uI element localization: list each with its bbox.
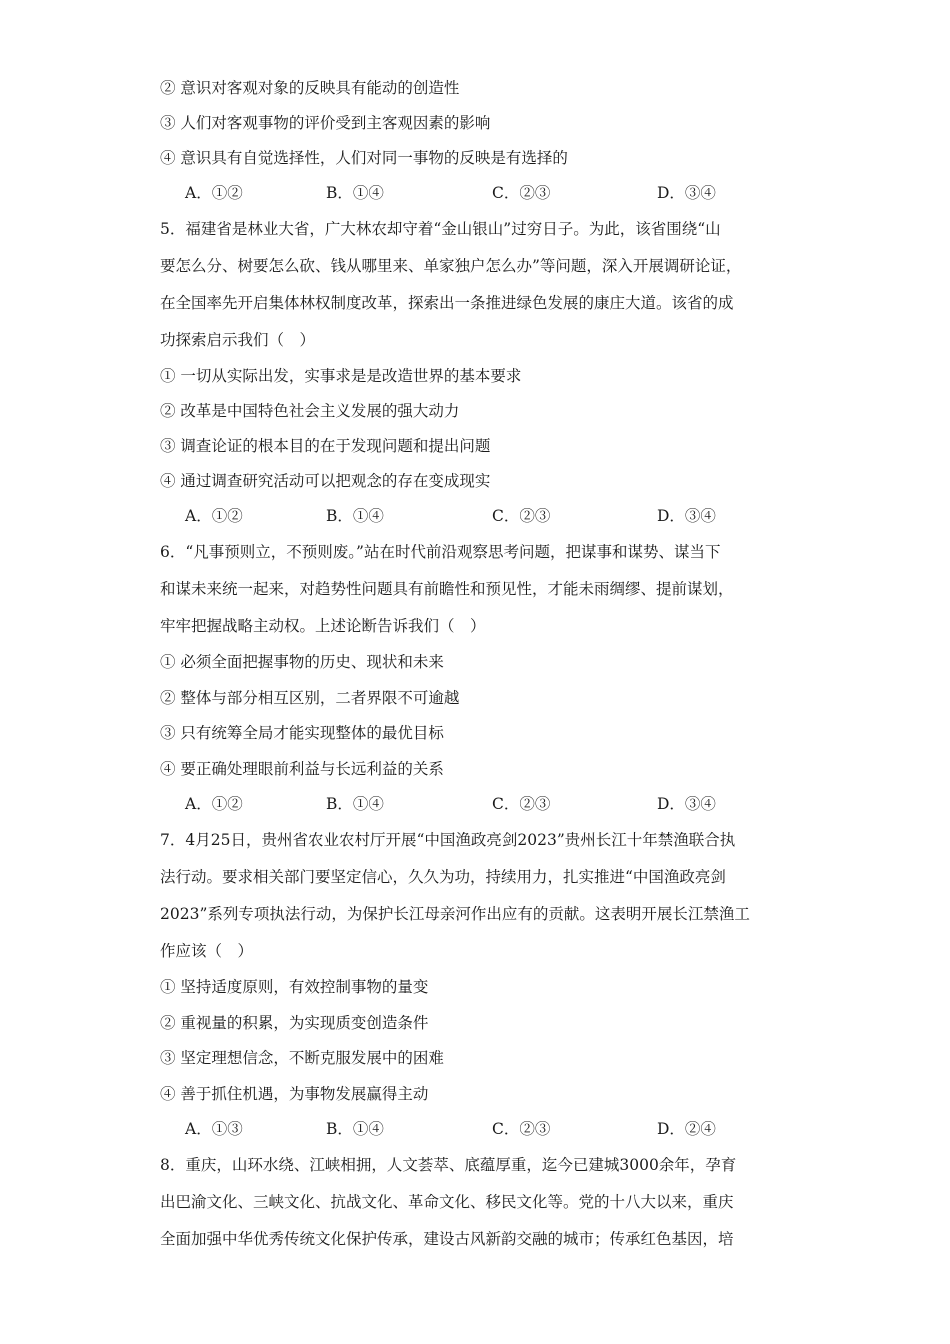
q4-options xyxy=(185,182,785,204)
q5-option-b[interactable]: B．①④ xyxy=(326,507,384,525)
q6-option-a[interactable]: A．①② xyxy=(185,795,243,813)
q6-stem-line-1: 6．“凡事预则立，不预则废。”站在时代前沿观察思考问题，把谋事和谋势、谋当下 xyxy=(160,543,721,561)
q4-statement-3: ③ 人们对客观事物的评价受到主客观因素的影响 xyxy=(160,114,491,132)
q7-statement-1: ① 坚持适度原则，有效控制事物的量变 xyxy=(160,978,429,996)
q6-statement-3: ③ 只有统筹全局才能实现整体的最优目标 xyxy=(160,724,444,742)
q5-option-c[interactable]: C．②③ xyxy=(492,507,551,525)
q8-stem-line-2: 出巴渝文化、三峡文化、抗战文化、革命文化、移民文化等。党的十八大以来，重庆 xyxy=(160,1193,734,1211)
q6-options xyxy=(185,793,785,815)
q6-option-c[interactable]: C．②③ xyxy=(492,795,551,813)
q6-option-b[interactable]: B．①④ xyxy=(326,795,384,813)
q5-statement-4: ④ 通过调查研究活动可以把观念的存在变成现实 xyxy=(160,472,491,490)
q7-option-d[interactable]: D．②④ xyxy=(657,1120,716,1138)
q6-option-d[interactable]: D．③④ xyxy=(657,795,716,813)
q7-stem-line-2: 法行动。要求相关部门要坚定信心，久久为功，持续用力，扎实推进“中国渔政亮剑 xyxy=(160,868,726,886)
q5-option-a[interactable]: A．①② xyxy=(185,507,243,525)
q6-stem-line-3: 牢牢把握战略主动权。上述论断告诉我们（ ） xyxy=(160,617,486,635)
q4-option-c[interactable]: C．②③ xyxy=(492,184,551,202)
q5-statement-1: ① 一切从实际出发，实事求是是改造世界的基本要求 xyxy=(160,367,522,385)
q7-stem-line-1: 7．4月25日，贵州省农业农村厅开展“中国渔政亮剑2023”贵州长江十年禁渔联合执 xyxy=(160,831,736,849)
q7-option-c[interactable]: C．②③ xyxy=(492,1120,551,1138)
q8-stem-line-1: 8．重庆，山环水绕、江峡相拥，人文荟萃、底蕴厚重，迄今已建城3000余年，孕育 xyxy=(160,1156,737,1174)
q5-stem-line-3: 在全国率先开启集体林权制度改革，探索出一条推进绿色发展的康庄大道。该省的成 xyxy=(160,294,734,312)
q5-stem-line-4: 功探索启示我们（ ） xyxy=(160,331,316,349)
q5-statement-3: ③ 调查论证的根本目的在于发现问题和提出问题 xyxy=(160,437,491,455)
q5-stem-line-1: 5．福建省是林业大省，广大林农却守着“金山银山”过穷日子。为此，该省围绕“山 xyxy=(160,220,721,238)
q5-option-d[interactable]: D．③④ xyxy=(657,507,716,525)
q4-statement-2: ② 意识对客观对象的反映具有能动的创造性 xyxy=(160,79,460,97)
q7-statement-4: ④ 善于抓住机遇，为事物发展赢得主动 xyxy=(160,1085,429,1103)
q5-stem-line-2: 要怎么分、树要怎么砍、钱从哪里来、单家独户怎么办”等问题，深入开展调研论证， xyxy=(160,257,742,275)
q7-stem-line-3: 2023”系列专项执法行动，为保护长江母亲河作出应有的贡献。这表明开展长江禁渔工 xyxy=(160,905,750,923)
q5-options xyxy=(185,505,785,527)
q7-option-b[interactable]: B．①④ xyxy=(326,1120,384,1138)
q7-option-a[interactable]: A．①③ xyxy=(185,1120,243,1138)
q4-option-b[interactable]: B．①④ xyxy=(326,184,384,202)
q7-statement-3: ③ 坚定理想信念，不断克服发展中的困难 xyxy=(160,1049,444,1067)
q7-stem-line-4: 作应该（ ） xyxy=(160,942,254,960)
q6-statement-1: ① 必须全面把握事物的历史、现状和未来 xyxy=(160,653,444,671)
q7-options xyxy=(185,1118,785,1140)
q8-stem-line-3: 全面加强中华优秀传统文化保护传承，建设古风新韵交融的城市；传承红色基因，培 xyxy=(160,1230,734,1248)
q4-option-a[interactable]: A．①② xyxy=(185,184,243,202)
q4-statement-4: ④ 意识具有自觉选择性，人们对同一事物的反映是有选择的 xyxy=(160,149,568,167)
q7-statement-2: ② 重视量的积累，为实现质变创造条件 xyxy=(160,1014,429,1032)
q5-statement-2: ② 改革是中国特色社会主义发展的强大动力 xyxy=(160,402,460,420)
q6-stem-line-2: 和谋未来统一起来，对趋势性问题具有前瞻性和预见性，才能未雨绸缪、提前谋划， xyxy=(160,580,734,598)
q4-option-d[interactable]: D．③④ xyxy=(657,184,716,202)
q6-statement-2: ② 整体与部分相互区别，二者界限不可逾越 xyxy=(160,689,460,707)
q6-statement-4: ④ 要正确处理眼前利益与长远利益的关系 xyxy=(160,760,444,778)
